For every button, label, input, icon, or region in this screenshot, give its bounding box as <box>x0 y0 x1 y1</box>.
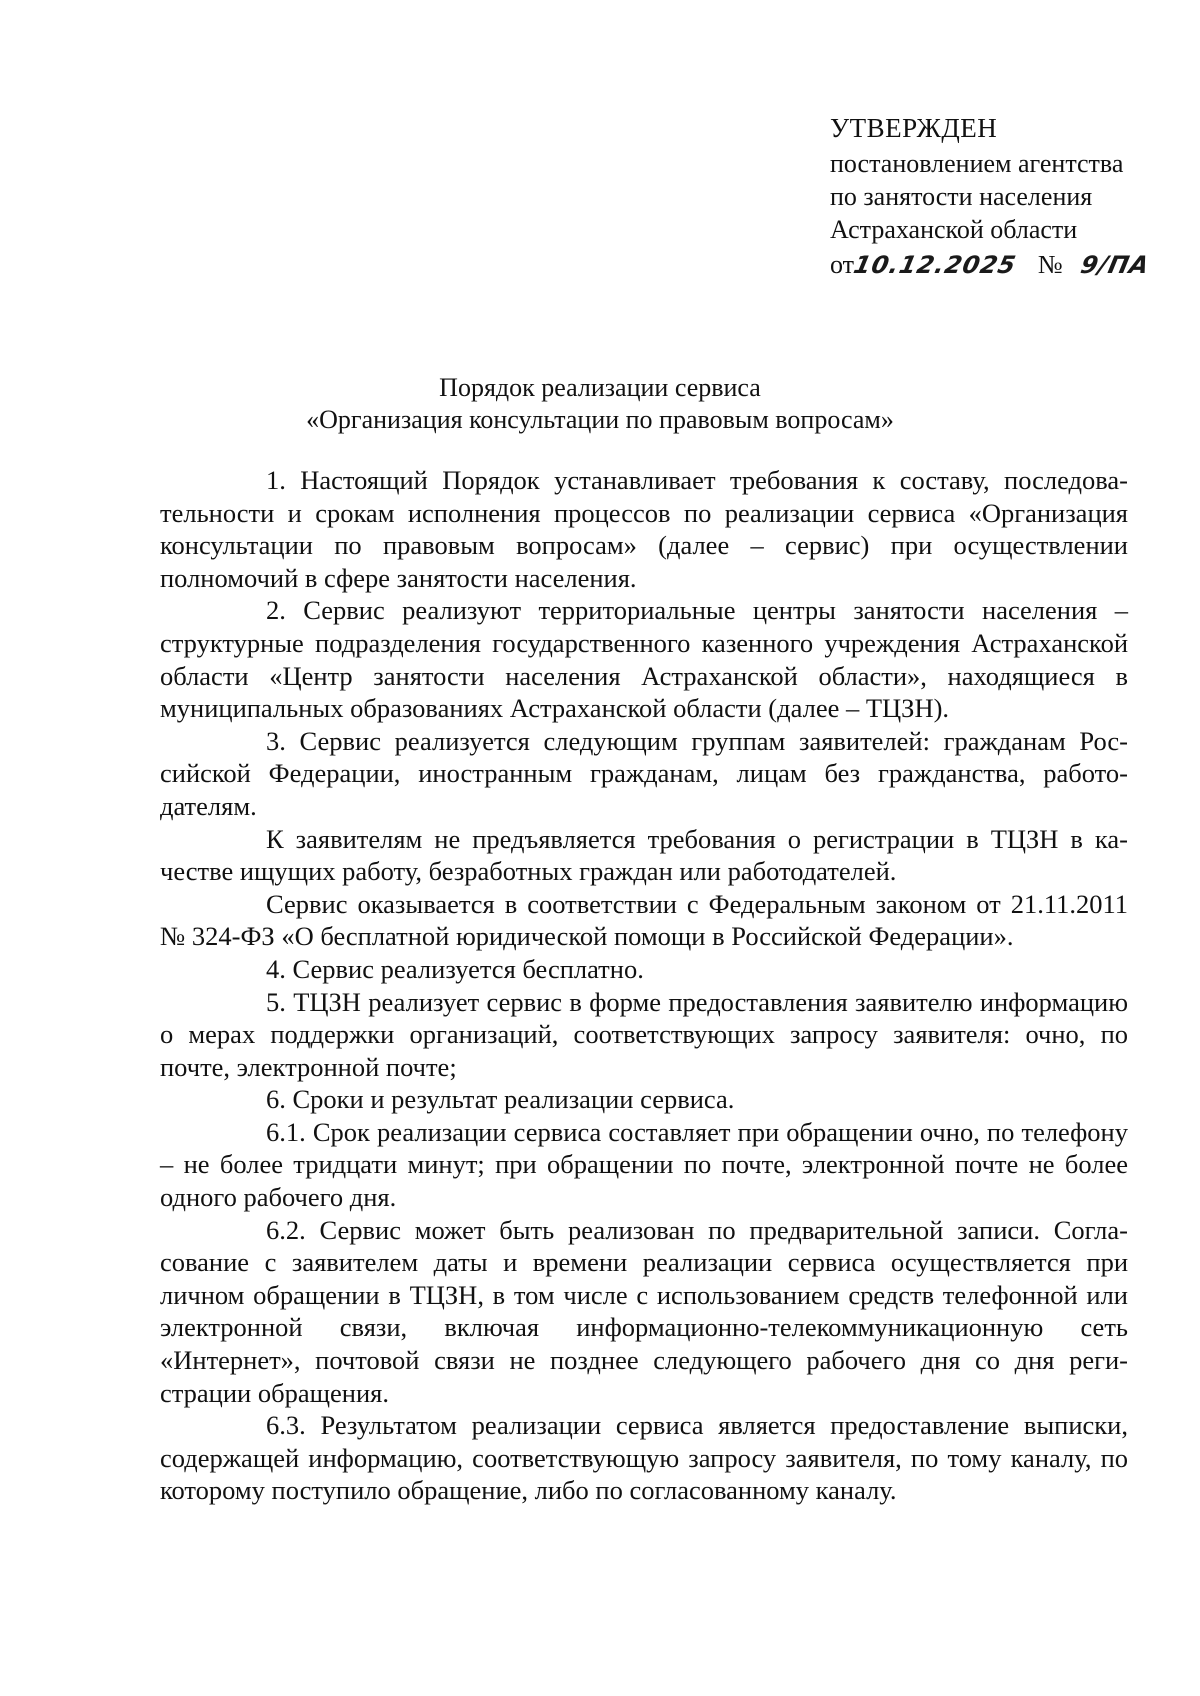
paragraph-6-2: 6.2. Сервис может быть реализован по предварительной записи. Согласование с заявителем даты и времени реализации сервиса осуществляется при личном обращении в ТЦЗН, в том числе с использованием средств телефонной или электронной связи, включая информационно-телекоммуникационную сеть «Интернет», почтовой связи не позднее следующего рабочего дня со дня регистрации обращения. <box>160 1214 1128 1408</box>
paragraph-5: 5. ТЦЗН реализует сервис в форме предоставления заявителю информацию о мерах поддержки организаций, соответствующих запросу заявителя: очно, по почте, электронной почте; <box>160 986 1128 1082</box>
date-prefix: от <box>830 250 855 279</box>
handwritten-number: 9/ПА <box>1077 251 1152 279</box>
title-line-2: «Организация консультации по правовым вопросам» <box>306 405 894 434</box>
handwritten-date: 10.12.2025 <box>851 251 1019 279</box>
paragraph-6-1: 6.1. Срок реализации сервиса составляет при обращении очно, по телефону – не более тридцати минут; при обращении по почте, электронной почте не более одного рабочего дня. <box>160 1116 1128 1213</box>
approval-block <box>830 112 1170 282</box>
paragraph-1: 1. Настоящий Порядок устанавливает требования к составу, последовательности и срокам исполнения процессов по реализации сервиса «Организация консультации по правовым вопросам» (далее – сервис) при осуществлении полномочий в сфере занятости населения. <box>160 465 1128 593</box>
document-title <box>160 372 1040 436</box>
document-body <box>160 464 1128 1507</box>
approval-line-2: по занятости населения <box>830 182 1093 211</box>
paragraph-3-note: К заявителям не предъявляется требования о регистрации в ТЦЗН в качестве ищущих работу, безработных граждан или работодателей. <box>160 823 1128 887</box>
approval-date-number-line <box>830 248 1170 282</box>
paragraph-3: 3. Сервис реализуется следующим группам заявителей: гражданам Российской Федерации, иностранным гражданам, лицам без гражданства, работодателям. <box>160 725 1128 821</box>
approval-line-1: постановлением агентства <box>830 149 1124 178</box>
paragraph-2: 2. Сервис реализуют территориальные центры занятости населения – структурные подразделения государственного казенного учреждения Астраханской области «Центр занятости населения Астраханской области», находящиеся в муниципальных образованиях Астраханской области (далее – ТЦЗН). <box>160 595 1128 724</box>
title-line-1: Порядок реализации сервиса <box>439 373 761 402</box>
paragraph-6-3: 6.3. Результатом реализации сервиса является предоставление выписки, содержащей информацию, соответствующую запросу заявителя, по тому каналу, по которому поступило обращение, либо по согласованному каналу. <box>160 1410 1128 1506</box>
paragraph-3-law: Сервис оказывается в соответствии с Федеральным законом от 21.11.2011 № 324-ФЗ «О бесплатной юридической помощи в Российской Федерации». <box>160 888 1128 952</box>
paragraph-6: 6. Сроки и результат реализации сервиса. <box>266 1084 735 1115</box>
paragraph-4: 4. Сервис реализуется бесплатно. <box>266 953 644 984</box>
number-sign: № <box>1037 250 1063 279</box>
approval-heading: УТВЕРЖДЕН <box>830 113 998 143</box>
approval-line-3: Астраханской области <box>830 215 1078 244</box>
